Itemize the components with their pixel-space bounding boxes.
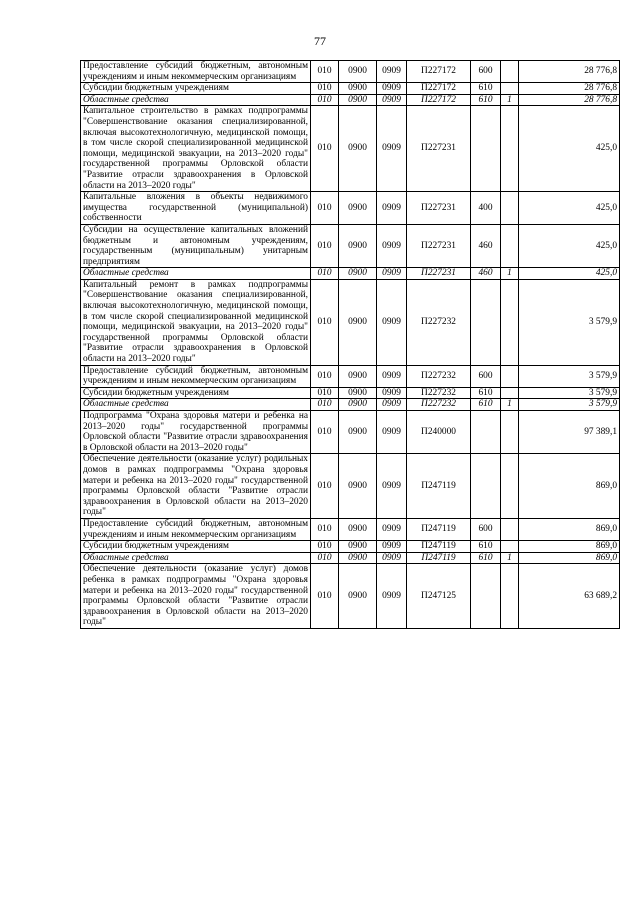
cell-subsection: 0909 [377, 518, 407, 540]
cell-amount: 63 689,2 [519, 564, 620, 629]
cell-section: 0900 [339, 518, 377, 540]
table-row [81, 365, 620, 387]
cell-amount: 3 579,9 [519, 279, 620, 365]
cell-ved: 010 [311, 552, 339, 564]
cell-budget-level [501, 106, 519, 192]
row-name: Субсидии бюджетным учреждениям [81, 387, 311, 399]
row-name: Областные средства [81, 268, 311, 280]
cell-budget-level: 1 [501, 94, 519, 106]
cell-target-article: П247119 [407, 454, 471, 519]
table-row [81, 83, 620, 95]
cell-ved: 010 [311, 268, 339, 280]
cell-expense-type [471, 564, 501, 629]
cell-target-article: П247119 [407, 552, 471, 564]
cell-budget-level [501, 192, 519, 225]
cell-expense-type: 600 [471, 518, 501, 540]
row-name: Субсидии бюджетным учреждениям [81, 541, 311, 553]
row-name: Областные средства [81, 399, 311, 411]
cell-budget-level [501, 279, 519, 365]
cell-subsection: 0909 [377, 365, 407, 387]
row-name: Капитальные вложения в объекты недвижимого имущества государственной (муниципальной) собственности [81, 192, 311, 225]
cell-amount: 425,0 [519, 106, 620, 192]
cell-ved: 010 [311, 61, 339, 83]
table-row-regional-funds [81, 94, 620, 106]
cell-ved: 010 [311, 564, 339, 629]
page-number: 77 [314, 34, 326, 48]
cell-section: 0900 [339, 83, 377, 95]
cell-ved: 010 [311, 454, 339, 519]
row-name: Обеспечение деятельности (оказание услуг) домов ребенка в рамках подпрограммы "Охрана здоровья матери и ребенка на 2013–2020 годы" государственной программы Орловской области "Развитие отрасли здравоохранения в Орловской области на 2013–2020 годы" [81, 564, 311, 629]
cell-expense-type [471, 411, 501, 454]
cell-ved: 010 [311, 541, 339, 553]
cell-section: 0900 [339, 365, 377, 387]
cell-expense-type: 460 [471, 268, 501, 280]
cell-target-article: П227231 [407, 268, 471, 280]
cell-subsection: 0909 [377, 224, 407, 267]
cell-target-article: П247125 [407, 564, 471, 629]
cell-amount: 3 579,9 [519, 387, 620, 399]
cell-amount: 425,0 [519, 268, 620, 280]
cell-subsection: 0909 [377, 268, 407, 280]
row-name: Субсидии на осуществление капитальных вложений бюджетным и автономным учреждениям, государственным (муниципальным) унитарным предприятиям [81, 224, 311, 267]
cell-expense-type: 610 [471, 387, 501, 399]
cell-target-article: П227232 [407, 399, 471, 411]
cell-section: 0900 [339, 192, 377, 225]
cell-section: 0900 [339, 387, 377, 399]
row-name: Областные средства [81, 552, 311, 564]
cell-target-article: П227231 [407, 106, 471, 192]
cell-ved: 010 [311, 106, 339, 192]
cell-section: 0900 [339, 268, 377, 280]
cell-budget-level [501, 224, 519, 267]
cell-expense-type: 600 [471, 61, 501, 83]
cell-budget-level [501, 518, 519, 540]
table-row [81, 279, 620, 365]
cell-ved: 010 [311, 224, 339, 267]
cell-section: 0900 [339, 224, 377, 267]
cell-section: 0900 [339, 279, 377, 365]
cell-expense-type: 610 [471, 541, 501, 553]
table-row [81, 387, 620, 399]
cell-target-article: П227231 [407, 224, 471, 267]
cell-budget-level: 1 [501, 552, 519, 564]
cell-target-article: П227231 [407, 192, 471, 225]
row-name: Обеспечение деятельности (оказание услуг) родильных домов в рамках подпрограммы "Охрана здоровья матери и ребенка на 2013–2020 годы" государственной программы Орловской области "Развитие отрасли здравоохранения в Орловской области на 2013–2020 годы" [81, 454, 311, 519]
cell-subsection: 0909 [377, 399, 407, 411]
cell-ved: 010 [311, 192, 339, 225]
cell-expense-type [471, 454, 501, 519]
cell-amount: 425,0 [519, 192, 620, 225]
table-row [81, 106, 620, 192]
cell-section: 0900 [339, 61, 377, 83]
table-row [81, 192, 620, 225]
cell-subsection: 0909 [377, 411, 407, 454]
cell-budget-level [501, 541, 519, 553]
row-name: Подпрограмма "Охрана здоровья матери и ребенка на 2013–2020 годы" государственной программы Орловской области "Развитие отрасли здравоохранения в Орловской области на 2013–2020 годы" [81, 411, 311, 454]
cell-amount: 28 776,8 [519, 83, 620, 95]
cell-section: 0900 [339, 94, 377, 106]
cell-amount: 3 579,9 [519, 399, 620, 411]
cell-amount: 3 579,9 [519, 365, 620, 387]
cell-expense-type: 610 [471, 94, 501, 106]
cell-amount: 869,0 [519, 518, 620, 540]
cell-expense-type: 610 [471, 83, 501, 95]
table-row [81, 518, 620, 540]
cell-subsection: 0909 [377, 61, 407, 83]
budget-table [80, 60, 620, 629]
cell-subsection: 0909 [377, 564, 407, 629]
cell-subsection: 0909 [377, 192, 407, 225]
cell-expense-type: 610 [471, 399, 501, 411]
row-name: Предоставление субсидий бюджетным, автономным учреждениям и иным некоммерческим организациям [81, 518, 311, 540]
row-name: Капитальное строительство в рамках подпрограммы "Совершенствование оказания специализированной, включая высокотехнологичную, медицинской помощи, в том числе скорой специализированной медицинской помощи, медицинской эвакуации, на 2013–2020 годы" государственной программы Орловской области "Развитие отрасли здравоохранения в Орловской области на 2013–2020 годы" [81, 106, 311, 192]
cell-section: 0900 [339, 106, 377, 192]
cell-ved: 010 [311, 83, 339, 95]
cell-subsection: 0909 [377, 387, 407, 399]
cell-ved: 010 [311, 399, 339, 411]
table-row-regional-funds [81, 399, 620, 411]
cell-amount: 97 389,1 [519, 411, 620, 454]
row-name: Областные средства [81, 94, 311, 106]
cell-section: 0900 [339, 552, 377, 564]
cell-ved: 010 [311, 411, 339, 454]
cell-amount: 869,0 [519, 541, 620, 553]
cell-ved: 010 [311, 279, 339, 365]
table-row-regional-funds [81, 268, 620, 280]
cell-ved: 010 [311, 94, 339, 106]
table-row [81, 564, 620, 629]
cell-target-article: П247119 [407, 518, 471, 540]
cell-ved: 010 [311, 365, 339, 387]
table-row [81, 541, 620, 553]
cell-target-article: П227232 [407, 365, 471, 387]
cell-budget-level [501, 83, 519, 95]
table-row [81, 224, 620, 267]
table-row [81, 454, 620, 519]
table-row-regional-funds [81, 552, 620, 564]
cell-subsection: 0909 [377, 552, 407, 564]
cell-subsection: 0909 [377, 94, 407, 106]
cell-amount: 869,0 [519, 454, 620, 519]
cell-ved: 010 [311, 518, 339, 540]
cell-section: 0900 [339, 399, 377, 411]
cell-subsection: 0909 [377, 454, 407, 519]
cell-budget-level: 1 [501, 268, 519, 280]
cell-budget-level [501, 387, 519, 399]
cell-target-article: П227172 [407, 61, 471, 83]
cell-target-article: П227232 [407, 279, 471, 365]
cell-target-article: П227232 [407, 387, 471, 399]
cell-amount: 425,0 [519, 224, 620, 267]
cell-amount: 869,0 [519, 552, 620, 564]
cell-target-article: П240000 [407, 411, 471, 454]
cell-budget-level [501, 365, 519, 387]
table-row [81, 411, 620, 454]
cell-ved: 010 [311, 387, 339, 399]
row-name: Капитальный ремонт в рамках подпрограммы "Совершенствование оказания специализированной, включая высокотехнологичную, медицинской помощи, в том числе скорой специализированной медицинской помощи, медицинской эвакуации, на 2013–2020 годы" государственной программы Орловской области "Развитие отрасли здравоохранения в Орловской области на 2013–2020 годы" [81, 279, 311, 365]
cell-target-article: П247119 [407, 541, 471, 553]
cell-subsection: 0909 [377, 106, 407, 192]
cell-section: 0900 [339, 564, 377, 629]
cell-expense-type [471, 106, 501, 192]
cell-budget-level: 1 [501, 399, 519, 411]
cell-subsection: 0909 [377, 279, 407, 365]
row-name: Предоставление субсидий бюджетным, автономным учреждениям и иным некоммерческим организациям [81, 365, 311, 387]
cell-section: 0900 [339, 541, 377, 553]
cell-expense-type: 610 [471, 552, 501, 564]
cell-budget-level [501, 454, 519, 519]
cell-budget-level [501, 61, 519, 83]
cell-budget-level [501, 411, 519, 454]
cell-target-article: П227172 [407, 94, 471, 106]
cell-section: 0900 [339, 454, 377, 519]
cell-expense-type: 400 [471, 192, 501, 225]
cell-subsection: 0909 [377, 541, 407, 553]
cell-expense-type: 600 [471, 365, 501, 387]
cell-section: 0900 [339, 411, 377, 454]
table-row [81, 61, 620, 83]
cell-expense-type: 460 [471, 224, 501, 267]
row-name: Субсидии бюджетным учреждениям [81, 83, 311, 95]
cell-budget-level [501, 564, 519, 629]
row-name: Предоставление субсидий бюджетным, автономным учреждениям и иным некоммерческим организациям [81, 61, 311, 83]
cell-subsection: 0909 [377, 83, 407, 95]
cell-expense-type [471, 279, 501, 365]
cell-amount: 28 776,8 [519, 94, 620, 106]
cell-target-article: П227172 [407, 83, 471, 95]
cell-amount: 28 776,8 [519, 61, 620, 83]
